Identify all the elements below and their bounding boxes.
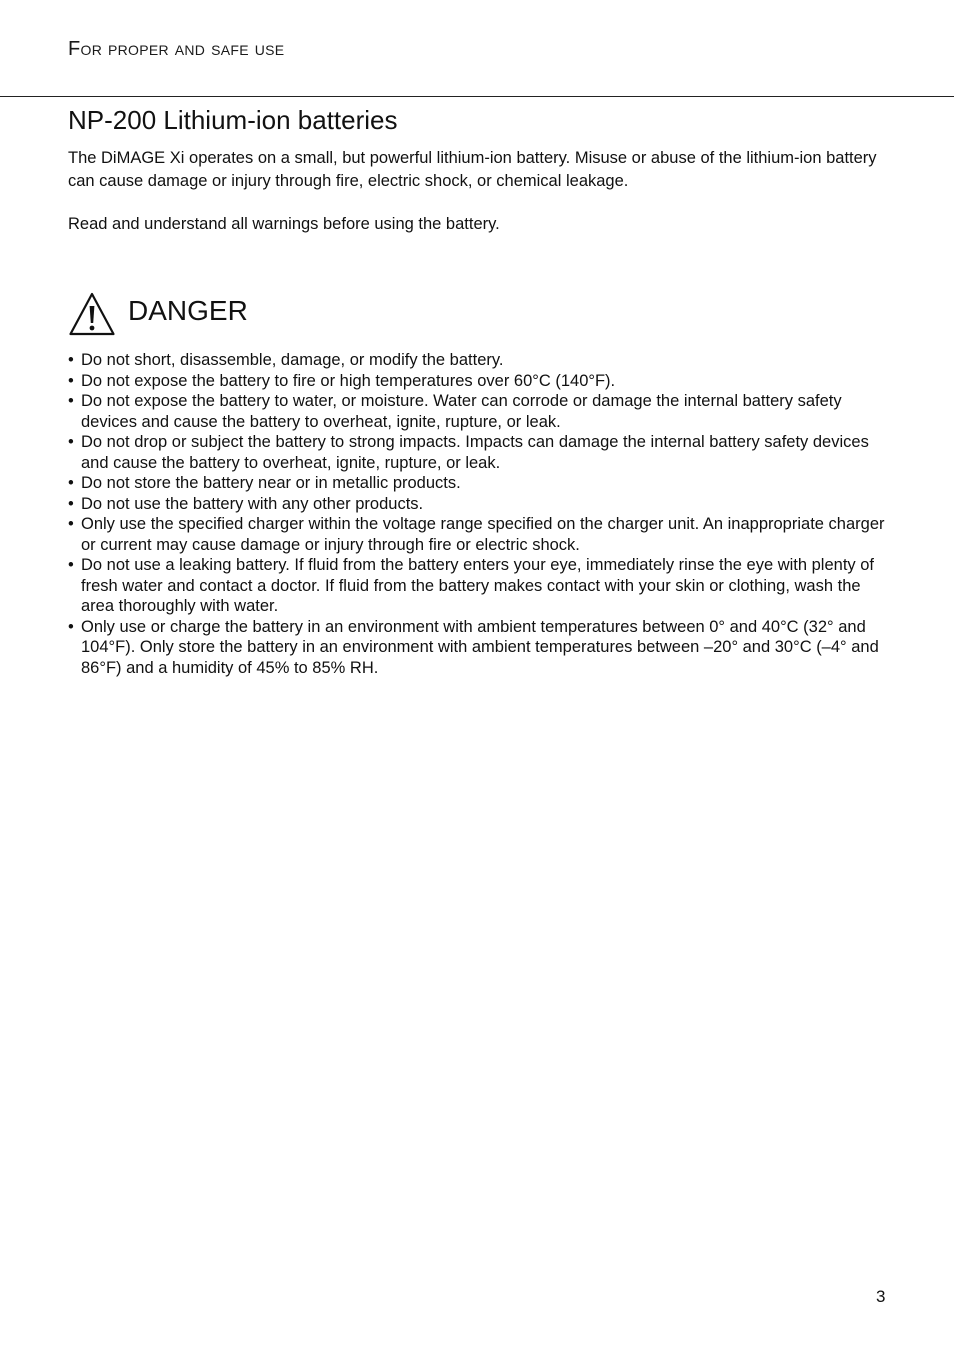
list-item <box>68 514 890 555</box>
list-item <box>68 494 890 515</box>
list-item <box>68 473 890 494</box>
danger-label: DANGER <box>128 295 248 326</box>
list-item <box>68 555 890 617</box>
bullet-glyph: • <box>68 494 74 513</box>
list-item <box>68 350 890 371</box>
danger-list <box>68 350 890 678</box>
bullet-glyph: • <box>68 474 74 492</box>
header-rule <box>0 96 954 97</box>
section-title: NP-200 Lithium-ion batteries <box>68 105 398 135</box>
bullet-glyph: • <box>68 433 74 451</box>
list-item-text: Do not expose the battery to water, or moisture. Water can corrode or damage the internal battery safety devices and cause the battery to overheat, ignite, rupture, or leak. <box>81 392 842 431</box>
bullet-glyph: • <box>68 371 74 390</box>
bullet-glyph: • <box>68 392 74 410</box>
list-item-text: Do not short, disassemble, damage, or modify the battery. <box>81 351 504 369</box>
list-item-text: Do not use a leaking battery. If fluid from the battery enters your eye, immediately rinse the eye with plenty of fresh water and contact a doctor. If fluid from the battery makes contact with your skin or clothing, wash the area thoroughly with water. <box>81 556 875 615</box>
bullet-glyph: • <box>68 515 74 533</box>
bullet-glyph: • <box>68 617 74 636</box>
list-item-text: Only use the specified charger within the voltage range specified on the charger unit. An inappropriate charger or current may cause damage or injury through fire or electric shock. <box>81 515 885 554</box>
list-item <box>68 371 890 392</box>
list-item <box>68 432 890 473</box>
intro-paragraph: The DiMAGE Xi operates on a small, but powerful lithium-ion battery. Misuse or abuse of the lithium-ion battery can cause damage or injury through fire, electric shock, or chemical leakage. <box>68 149 877 190</box>
bullet-glyph: • <box>68 556 74 574</box>
bullet-glyph: • <box>68 351 74 369</box>
list-item-text: Do not expose the battery to fire or high temperatures over 60°C (140°F). <box>81 371 616 390</box>
danger-heading <box>68 290 248 338</box>
warning-triangle-icon <box>68 291 116 337</box>
list-item-text: Only use or charge the battery in an environment with ambient temperatures between 0° and 40°C (32° and 104°F). Only store the battery in an environment with ambient temperatures between –20° and 30°C (–4° and 86°F) and a humidity of 45% to 85% RH. <box>81 617 879 677</box>
list-item <box>68 617 890 679</box>
list-item-text: Do not drop or subject the battery to strong impacts. Impacts can damage the internal battery safety devices and cause the battery to overheat, ignite, rupture, or leak. <box>81 433 869 472</box>
page-number: 3 <box>876 1287 886 1306</box>
warning-note: Read and understand all warnings before using the battery. <box>68 215 500 233</box>
list-item-text: Do not use the battery with any other products. <box>81 494 424 513</box>
running-header: For proper and safe use <box>68 38 285 60</box>
list-item <box>68 391 890 432</box>
list-item-text: Do not store the battery near or in metallic products. <box>81 474 461 492</box>
